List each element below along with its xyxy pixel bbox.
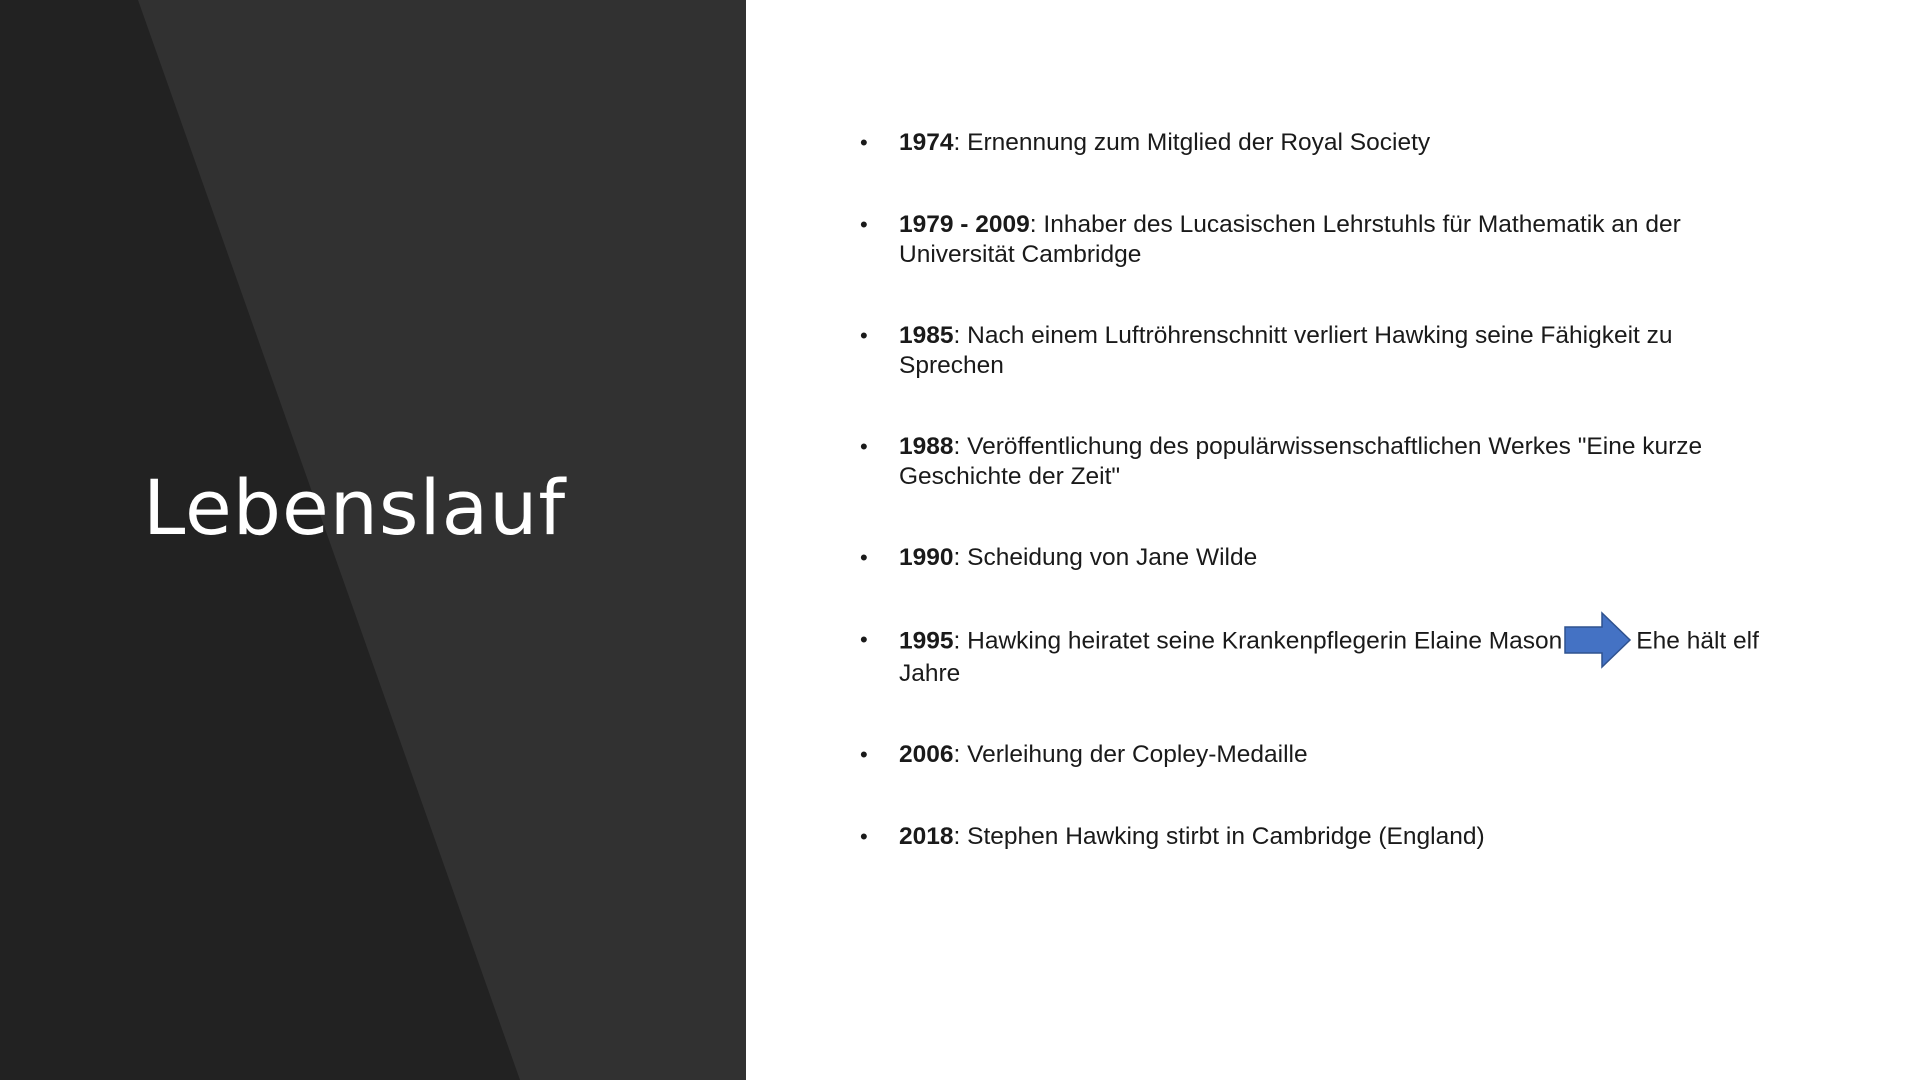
entry-text: : Nach einem Luftröhrenschnitt verliert Hawking seine Fähigkeit zu Sprechen bbox=[899, 322, 1673, 379]
timeline-entry-1990 bbox=[860, 543, 1780, 573]
bullet-icon: • bbox=[860, 742, 868, 767]
entry-year: 1990 bbox=[899, 544, 954, 571]
title-panel bbox=[0, 0, 746, 1080]
timeline-entry-1988 bbox=[860, 432, 1780, 492]
timeline-entry-2006 bbox=[860, 740, 1780, 770]
timeline-entry-1985 bbox=[860, 321, 1780, 381]
timeline-entry-1974 bbox=[860, 128, 1780, 158]
timeline-entry-1995 bbox=[860, 625, 1780, 689]
entry-year: 2018 bbox=[899, 823, 954, 850]
bullet-icon: • bbox=[860, 545, 868, 570]
entry-text: : Scheidung von Jane Wilde bbox=[953, 544, 1258, 571]
timeline-entry-2018 bbox=[860, 822, 1780, 852]
entry-year: 1985 bbox=[899, 322, 954, 349]
slide-title: Lebenslauf bbox=[143, 463, 567, 552]
entry-text-after-arrow: Ehe hält elf Jahre bbox=[899, 627, 1759, 687]
bullet-icon: • bbox=[860, 212, 868, 237]
entry-year: 1974 bbox=[899, 129, 954, 156]
bullet-icon: • bbox=[860, 434, 868, 459]
entry-text: : Hawking heiratet seine Krankenpflegerin Elaine Mason bbox=[953, 627, 1563, 655]
entry-year: 2006 bbox=[899, 741, 954, 768]
timeline-list bbox=[860, 128, 1780, 852]
bullet-icon: • bbox=[860, 824, 868, 849]
right-arrow-icon bbox=[1564, 611, 1632, 669]
entry-text: : Inhaber des Lucasischen Lehrstuhls für Mathematik an der Universität Cambridge bbox=[899, 211, 1681, 268]
entry-text: : Veröffentlichung des populärwissenschaftlichen Werkes "Eine kurze Geschichte der Zeit" bbox=[899, 433, 1703, 490]
entry-year: 1995 bbox=[899, 627, 954, 655]
right-arrow-shape bbox=[1565, 613, 1630, 667]
bullet-icon: • bbox=[860, 627, 868, 652]
entry-year: 1979 - 2009 bbox=[899, 211, 1030, 238]
timeline-entry-1979-2009 bbox=[860, 210, 1780, 270]
bullet-icon: • bbox=[860, 323, 868, 348]
entry-text: : Stephen Hawking stirbt in Cambridge (England) bbox=[953, 823, 1485, 850]
entry-text: : Verleihung der Copley-Medaille bbox=[953, 741, 1308, 768]
entry-text: : Ernennung zum Mitglied der Royal Society bbox=[953, 129, 1431, 156]
entry-year: 1988 bbox=[899, 433, 954, 460]
bullet-icon: • bbox=[860, 130, 868, 155]
